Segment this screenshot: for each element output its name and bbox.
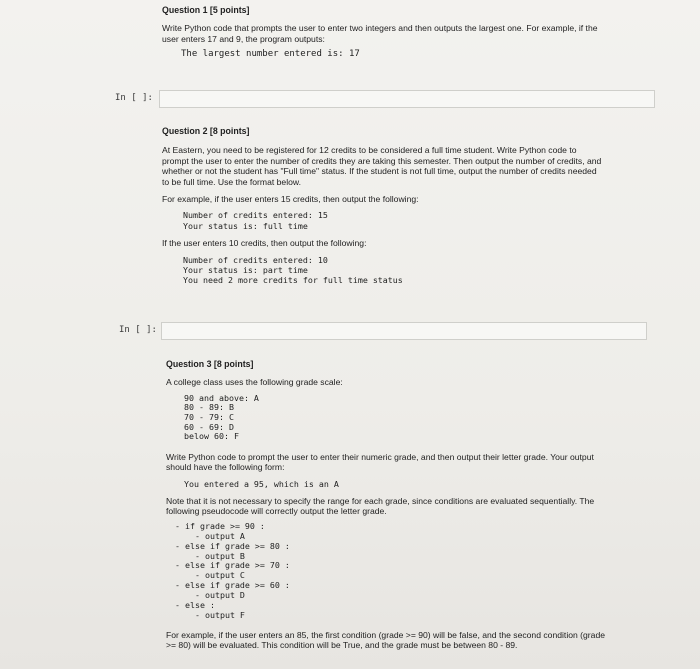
pseudocode-line: - if grade >= 90 : (175, 520, 265, 531)
question-3-text-line: Note that it is not necessary to specify the range for each grade, since conditions are evaluated sequentially. The (166, 496, 595, 506)
pseudocode-line: - else if grade >= 60 : (175, 580, 290, 591)
question-2-sample-output: Your status is: part time (183, 265, 308, 276)
question-2-text-line: to be full time. Use the format below. (162, 176, 301, 187)
question-3-cell (166, 359, 638, 651)
code-cell-input-2[interactable] (161, 322, 647, 340)
question-2-title: Question 2 [8 points] (162, 126, 250, 136)
question-2-cell (162, 126, 657, 286)
question-3-text-line: Write Python code to prompt the user to enter their numeric grade, and then output their letter grade. Your output (166, 451, 594, 462)
question-1-sample-output: The largest number entered is: 17 (181, 49, 360, 60)
question-3-text-line: >= 80) will be evaluated. This condition will be True, and the grade must be between 80 - 89. (166, 640, 518, 651)
question-3-text-line: should have the following form: (166, 462, 285, 473)
cell-prompt: In [ ]: (115, 93, 153, 103)
question-2-sample-output: Your status is: full time (183, 220, 308, 231)
pseudocode (175, 522, 638, 621)
grade-scale (184, 394, 638, 442)
question-2-sample-output: You need 2 more credits for full time status (183, 275, 403, 286)
question-3-text-line: For example, if the user enters an 85, the first condition (grade >= 90) will be false, and the second condition (grade (166, 629, 606, 640)
question-1-title: Question 1 [5 points] (162, 5, 250, 15)
question-2-example-intro: If the user enters 10 credits, then output the following: (162, 238, 367, 249)
pseudocode-line: - output C (175, 570, 245, 581)
question-1-cell (162, 5, 662, 60)
code-cell-input-1[interactable] (159, 90, 655, 108)
grade-scale-line: 80 - 89: B (184, 402, 234, 413)
pseudocode-line: - output F (175, 609, 245, 620)
pseudocode-line: - else : (175, 600, 215, 611)
pseudocode-line: - output D (175, 590, 245, 601)
question-3-sample-output: You entered a 95, which is an A (184, 478, 339, 489)
grade-scale-line: 90 and above: A (184, 392, 259, 403)
grade-scale-line: below 60: F (184, 431, 239, 442)
pseudocode-line: - output A (175, 530, 245, 541)
question-1-text-line: Write Python code that prompts the user to enter two integers and then outputs the largest one. For example, if the (162, 23, 598, 34)
grade-scale-line: 70 - 79: C (184, 412, 234, 422)
question-3-scale-intro: A college class uses the following grade scale: (166, 377, 343, 388)
question-2-example-intro: For example, if the user enters 15 credits, then output the following: (162, 194, 419, 205)
question-3-title: Question 3 [8 points] (166, 359, 254, 369)
pseudocode-line: - else if grade >= 80 : (175, 540, 290, 551)
question-3-text-line: following pseudocode will correctly output the letter grade. (166, 506, 387, 517)
question-2-sample-output: Number of credits entered: 10 (183, 254, 328, 265)
question-2-text-line: whether or not the student has "Full time" status. If the student is not full time, output the number of credits needed (162, 166, 597, 177)
question-2-text-line: At Eastern, you need to be registered for 12 credits to be considered a full time student. Write Python code to (162, 145, 577, 156)
question-1-text-line: user enters 17 and 9, the program outputs: (162, 33, 325, 44)
pseudocode-line: - else if grade >= 70 : (175, 560, 290, 571)
question-2-text-line: prompt the user to enter the number of credits they are taking this semester. Then output the number of credits, and (162, 155, 602, 166)
cell-prompt: In [ ]: (119, 325, 157, 335)
question-2-sample-output: Number of credits entered: 15 (183, 210, 328, 221)
pseudocode-line: - output B (175, 550, 245, 561)
grade-scale-line: 60 - 69: D (184, 421, 234, 432)
